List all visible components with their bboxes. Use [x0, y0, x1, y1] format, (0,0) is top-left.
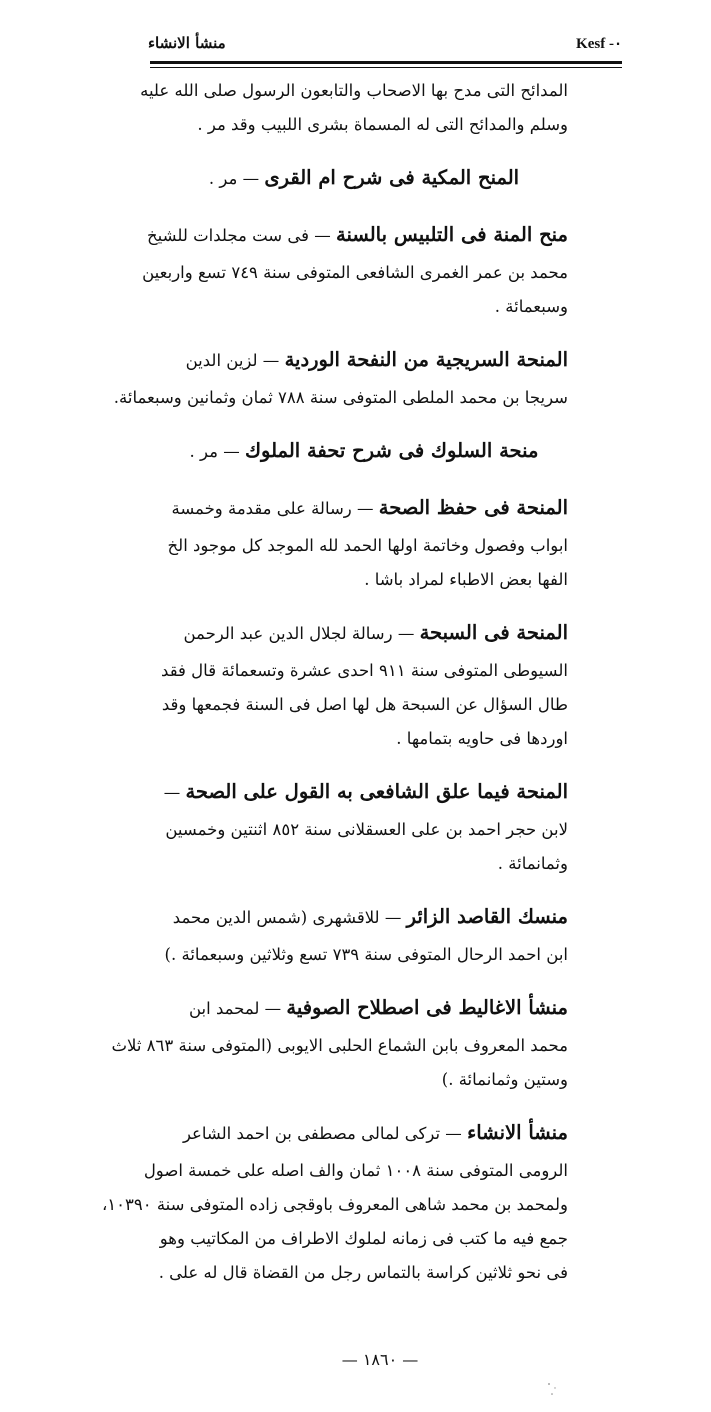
entry-title-rest: — [163, 783, 186, 802]
entry-title: منسك القاصد الزائر [406, 905, 568, 928]
page-header [148, 28, 622, 60]
entry-title-rest: — فى ست مجلدات للشيخ [147, 226, 336, 245]
dictionary-entry [142, 215, 568, 324]
dictionary-entry [160, 488, 568, 597]
entry-title-rest: — تركى لمالى مصطفى بن احمد الشاعر [182, 1124, 468, 1143]
entry-text-line: وسبعمائة . [494, 297, 568, 316]
dictionary-entry [160, 158, 568, 199]
dictionary-entry [111, 988, 568, 1097]
entry-title-rest: — للاقشهرى (شمس الدين محمد [172, 908, 407, 927]
entry-title: منحة السلوك فى شرح تحفة الملوك [244, 439, 539, 462]
entry-title-rest: — لمحمد ابن [189, 999, 287, 1018]
entry-text-line: الفها بعض الاطباء لمراد باشا . [364, 570, 568, 589]
entry-text-line: محمد بن عمر الغمرى الشافعى المتوفى سنة ٧٤٩ تسع واربعين [142, 263, 568, 282]
entry-title: المنحة فى حفظ الصحة [378, 496, 568, 519]
running-code: Kesf -٠ [576, 36, 622, 52]
entry-title: المنحة فيما علق الشافعى به القول على الصحة [185, 780, 568, 803]
entry-title-line [160, 897, 568, 938]
entry-text-line: وستين وثمانمائة .) [441, 1070, 568, 1089]
entry-title: منشأ الانشاء [467, 1121, 568, 1144]
entry-text-line: وثمانمائة . [497, 854, 568, 873]
entry-title-line [160, 158, 568, 199]
entry-title-line [160, 772, 568, 813]
entry-title-line [160, 1113, 568, 1154]
dictionary-entry [101, 1113, 568, 1290]
entry-title-rest: — رسالة على مقدمة وخمسة [171, 499, 379, 518]
entry-text-line: محمد المعروف بابن الشماع الحلبى الايوبى (المتوفى سنة ٨٦٣ ثلاث [111, 1036, 568, 1055]
entry-title: المنحة السريجية من النفحة الوردية [284, 348, 568, 371]
header-rule-thin [150, 67, 622, 68]
dictionary-entries [101, 74, 568, 1306]
page-number: — ١٨٦٠ — [341, 1350, 419, 1369]
entry-title: منشأ الاغاليط فى اصطلاح الصوفية [286, 996, 568, 1019]
dictionary-entry [160, 431, 568, 472]
dictionary-entry [160, 772, 568, 881]
entry-text-line: جمع فيه ما كتب فى زمانه لملوك الاطراف من المكاتيب وهو [159, 1229, 568, 1248]
entry-text-line: طال السؤال عن السبحة هل لها اصل فى السنة فجمعها وقد [161, 695, 568, 714]
entry-title-rest: — مر . [208, 169, 265, 188]
entry-text-line: السيوطى المتوفى سنة ٩١١ احدى عشرة وتسعمائة قال فقد [161, 661, 568, 680]
entry-text-line: لابن حجر احمد بن على العسقلانى سنة ٨٥٢ اثنتين وخمسين [165, 820, 568, 839]
header-rule-thick [150, 61, 622, 64]
entry-title-line [160, 613, 568, 654]
dictionary-entry [113, 340, 568, 415]
entry-title-line [160, 431, 568, 472]
entry-title: منح المنة فى التلبيس بالسنة [336, 223, 568, 246]
entry-text-line: الرومى المتوفى سنة ١٠٠٨ ثمان والف اصله على خمسة اصول [143, 1161, 568, 1180]
entry-title: المنحة فى السبحة [419, 621, 568, 644]
entry-text-line: فى نحو ثلاثين كراسة بالتماس رجل من القضاة قال له على . [158, 1263, 568, 1282]
entry-text-line: ولمحمد بن محمد شاهى المعروف باوقجى زاده المتوفى سنة ١٠٣٩٠، [101, 1195, 568, 1214]
entry-text-line: وسلم والمدائح التى له المسماة بشرى اللبيب وقد مر . [197, 115, 568, 134]
entry-title-rest: — رسالة لجلال الدين عبد الرحمن [183, 624, 420, 643]
entry-title-line [160, 488, 568, 529]
entry-title-line [160, 988, 568, 1029]
entry-title-rest: — مر . [189, 442, 245, 461]
dictionary-entry [160, 897, 568, 972]
entry-title: المنح المكية فى شرح ام القرى [264, 166, 520, 189]
paper-specks [545, 1380, 565, 1400]
entry-title-rest: — لزين الدين [185, 351, 285, 370]
entry-title-line [147, 215, 568, 256]
entry-text-line: المدائح التى مدح بها الاصحاب والتابعون الرسول صلى الله عليه [140, 81, 568, 100]
dictionary-entry [160, 613, 568, 756]
entry-title-line [160, 340, 568, 381]
entry-text-line: ابن احمد الرحال المتوفى سنة ٧٣٩ تسع وثلاثين وسبعمائة .) [164, 945, 568, 964]
dictionary-entry [140, 74, 568, 142]
entry-text-line: ابواب وفصول وخاتمة اولها الحمد لله الموجد كل موجود الخ [167, 536, 568, 555]
entry-text-line: اوردها فى حاويه بتمامها . [396, 729, 568, 748]
running-title: منشأ الانشاء [148, 34, 226, 52]
entry-text-line: سريجا بن محمد الملطى المتوفى سنة ٧٨٨ ثمان وثمانين وسبعمائة. [113, 388, 568, 407]
